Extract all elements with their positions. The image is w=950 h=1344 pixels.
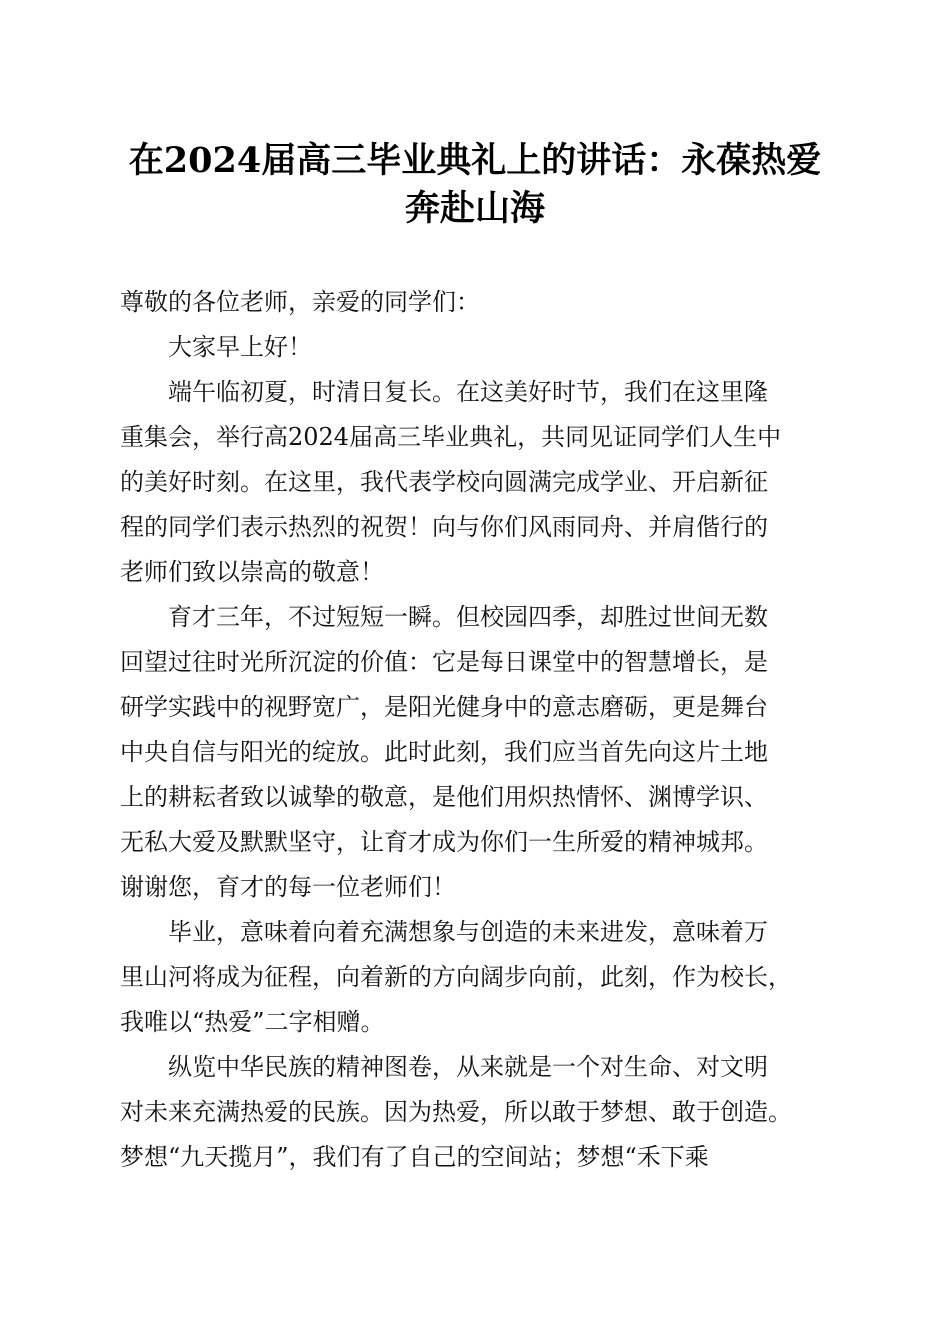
- greeting: 大家早上好！: [168, 333, 312, 361]
- paragraph-line: 纵览中华民族的精神图卷，从来就是一个对生命、对文明: [168, 1053, 768, 1081]
- paragraph-line: 中央自信与阳光的绽放。此时此刻，我们应当首先向这片土地: [120, 738, 768, 766]
- paragraph-line: 谢谢您，育才的每一位老师们！: [120, 873, 456, 901]
- paragraph-line: 研学实践中的视野宽广，是阳光健身中的意志磨砺，更是舞台: [120, 693, 768, 721]
- paragraph-line: 上的耕耘者致以诚挚的敬意，是他们用炽热情怀、渊博学识、: [120, 783, 768, 811]
- paragraph: [120, 370, 836, 595]
- paragraph-line: 梦想“九天揽月”，我们有了自己的空间站；梦想“禾下乘: [120, 1143, 709, 1171]
- paragraph: [120, 1045, 836, 1180]
- salutation: 尊敬的各位老师，亲爱的同学们：: [120, 288, 480, 316]
- document-title-line-1: 在2024届高三毕业典礼上的讲话：永葆热爱: [128, 140, 822, 181]
- paragraph-line: 重集会，举行高2024届高三毕业典礼，共同见证同学们人生中: [120, 423, 782, 451]
- paragraph-line: 里山河将成为征程，向着新的方向阔步向前，此刻，作为校长，: [120, 963, 792, 991]
- paragraph-line: 端午临初夏，时清日复长。在这美好时节，我们在这里隆: [168, 378, 768, 406]
- paragraph-line: 无私大爱及默默坚守，让育才成为你们一生所爱的精神城邦。: [120, 828, 768, 856]
- paragraph-line: 我唯以“热爱”二字相赠。: [120, 1008, 385, 1036]
- document-body: [120, 280, 836, 1180]
- paragraph-line: 回望过往时光所沉淀的价值：它是每日课堂中的智慧增长，是: [120, 648, 768, 676]
- paragraph-line: 的美好时刻。在这里，我代表学校向圆满完成学业、开启新征: [120, 468, 768, 496]
- paragraph: [120, 595, 836, 910]
- paragraph-line: 毕业，意味着向着充满想象与创造的未来进发，意味着万: [168, 918, 768, 946]
- paragraph-line: 程的同学们表示热烈的祝贺！向与你们风雨同舟、并肩偕行的: [120, 513, 768, 541]
- paragraph-line: 老师们致以崇高的敬意！: [120, 558, 384, 586]
- paragraph: [120, 910, 836, 1045]
- paragraph-line: 育才三年，不过短短一瞬。但校园四季，却胜过世间无数: [168, 603, 768, 631]
- paragraph-line: 对未来充满热爱的民族。因为热爱，所以敢于梦想、敢于创造。: [120, 1098, 792, 1126]
- document-title-line-2: 奔赴山海: [404, 188, 545, 229]
